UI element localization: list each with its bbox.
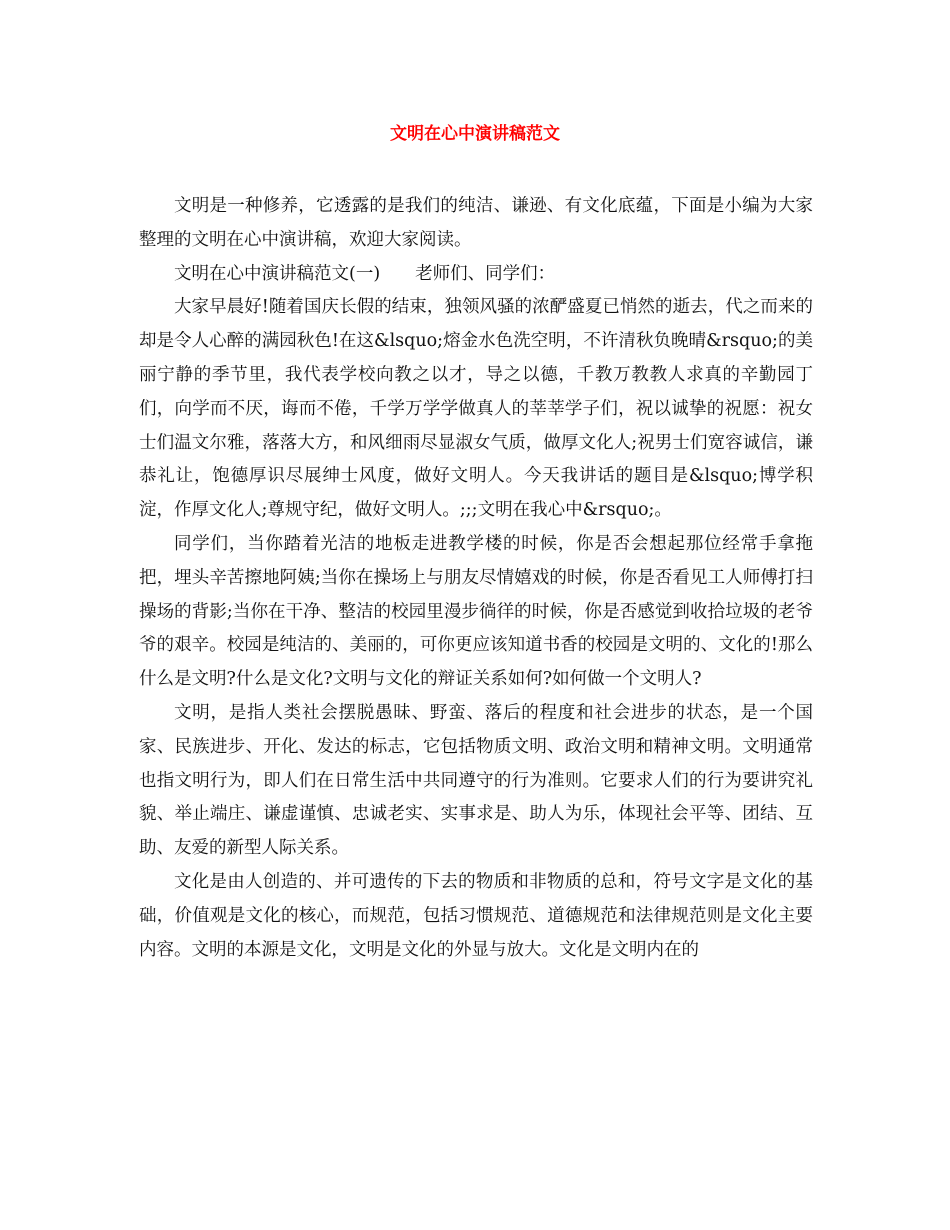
paragraph-greeting: 大家早晨好!随着国庆长假的结束，独领风骚的浓酽盛夏已悄然的逝去，代之而来的却是令人心醉的满园秋色!在这&lsquo;熔金水色洗空明，不许清秋负晚晴&rsquo;的美丽宁静的季节里，我代表学校向教之以才，导之以德，千教万教教人求真的辛勤园丁们，向学而不厌，诲而不倦，千学万学学做真人的莘莘学子们，祝以诚挚的祝愿：祝女士们温文尔雅，落落大方，和风细雨尽显淑女气质，做厚文化人;祝男士们宽容诚信，谦恭礼让，饱德厚识尽展绅士风度，做好文明人。今天我讲话的题目是&lsquo;博学积淀，作厚文化人;尊规守纪，做好文明人。;;;文明在我心中&rsquo;。 [139,297,813,521]
document-body [139,190,813,967]
paragraph-intro: 文明是一种修养，它透露的是我们的纯洁、谦逊、有文化底蕴，下面是小编为大家整理的文明在心中演讲稿，欢迎大家阅读。 [139,196,813,250]
paragraph-heading-one: 文明在心中演讲稿范文(一) 老师们、同学们： [174,263,556,284]
paragraph-campus: 同学们，当你踏着光洁的地板走进教学楼的时候，你是否会想起那位经常手拿拖把，埋头辛苦擦地阿姨;当你在操场上与朋友尽情嬉戏的时候，你是否看见工人师傅打扫操场的背影;当你在干净、整洁的校园里漫步徜徉的时候，你是否感觉到收拾垃圾的老爷爷的艰辛。校园是纯洁的、美丽的，可你更应该知道书香的校园是文明的、文化的!那么什么是文明?什么是文化?文明与文化的辩证关系如何?如何做一个文明人? [139,533,813,690]
paragraph-civilization: 文明，是指人类社会摆脱愚昧、野蛮、落后的程度和社会进步的状态，是一个国家、民族进步、开化、发达的标志，它包括物质文明、政治文明和精神文明。文明通常也指文明行为，即人们在日常生活中共同遵守的行为准则。它要求人们的行为要讲究礼貌、举止端庄、谦虚谨慎、忠诚老实、实事求是、助人为乐，体现社会平等、团结、互助、友爱的新型人际关系。 [139,702,813,859]
paragraph-culture: 文化是由人创造的、并可遗传的下去的物质和非物质的总和，符号文字是文化的基础，价值观是文化的核心，而规范，包括习惯规范、道德规范和法律规范则是文化主要内容。文明的本源是文化，文明是文化的外显与放大。文化是文明内在的 [139,871,813,960]
document-title: 文明在心中演讲稿范文 [390,124,560,144]
